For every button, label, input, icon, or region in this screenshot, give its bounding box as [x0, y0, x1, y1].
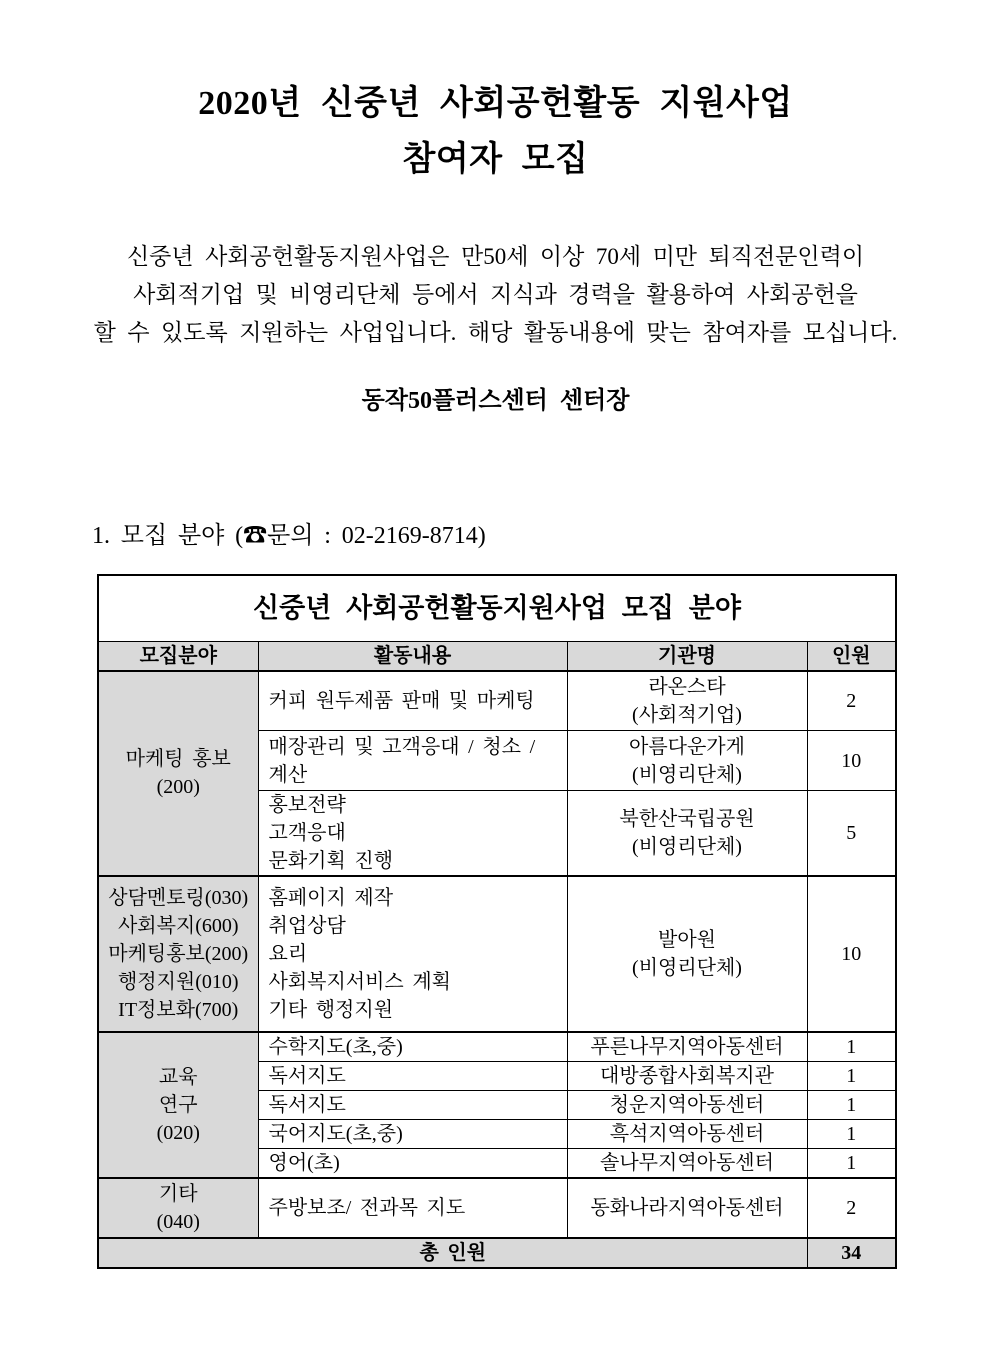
count-cell: 1	[807, 1091, 896, 1120]
org-cell: 솔나무지역아동센터	[567, 1149, 807, 1179]
recruit-table	[97, 574, 897, 1269]
org-cell: 북한산국립공원 (비영리단체)	[567, 791, 807, 877]
org-cell: 라온스타 (사회적기업)	[567, 671, 807, 731]
document-page	[0, 76, 991, 1351]
section-heading-suffix: 문의 : 02-2169-8714)	[267, 523, 486, 549]
activity-cell: 독서지도	[258, 1062, 567, 1091]
table-title-row	[98, 575, 896, 641]
col-header-activity: 활동내용	[258, 641, 567, 671]
table-total-row	[98, 1238, 896, 1268]
org-cell: 아름다운가게 (비영리단체)	[567, 731, 807, 791]
count-cell: 1	[807, 1032, 896, 1062]
table-row	[98, 1032, 896, 1062]
table-header-row	[98, 641, 896, 671]
signer-line: 동작50플러스센터 센터장	[361, 388, 630, 414]
activity-cell: 홈페이지 제작 취업상담 요리 사회복지서비스 계획 기타 행정지원	[258, 876, 567, 1032]
section-heading-prefix: 1. 모집 분야 (	[92, 523, 244, 549]
activity-cell: 홍보전략 고객응대 문화기획 진행	[258, 791, 567, 877]
count-cell: 10	[807, 731, 896, 791]
count-cell: 10	[807, 876, 896, 1032]
activity-cell: 주방보조/ 전과목 지도	[258, 1178, 567, 1238]
section-heading	[92, 515, 991, 550]
col-header-count: 인원	[807, 641, 896, 671]
table-row	[98, 1178, 896, 1238]
intro-paragraph: 신중년 사회공헌활동지원사업은 만50세 이상 70세 미만 퇴직전문인력이 사회적기업 및 비영리단체 등에서 지식과 경력을 활용하여 사회공헌을 할 수 있도록 지원하는 사업입니다. 해당 활동내용에 맞는 참여자를 모십니다.	[93, 244, 898, 345]
category-cell: 교육 연구 (020)	[98, 1032, 258, 1178]
activity-cell: 매장관리 및 고객응대 / 청소 / 계산	[258, 731, 567, 791]
doc-title	[0, 76, 991, 188]
activity-cell: 커피 원두제품 판매 및 마케팅	[258, 671, 567, 731]
table-row	[98, 671, 896, 731]
org-cell: 푸른나무지역아동센터	[567, 1032, 807, 1062]
count-cell: 1	[807, 1062, 896, 1091]
doc-title-line2: 참여자 모집	[402, 141, 589, 178]
doc-title-line1: 2020년 신중년 사회공헌활동 지원사업	[198, 85, 793, 122]
col-header-category: 모집분야	[98, 641, 258, 671]
org-cell: 흑석지역아동센터	[567, 1120, 807, 1149]
table-title: 신중년 사회공헌활동지원사업 모집 분야	[98, 575, 896, 641]
org-cell: 동화나라지역아동센터	[567, 1178, 807, 1238]
org-cell: 발아원 (비영리단체)	[567, 876, 807, 1032]
phone-icon: ☎	[243, 523, 268, 549]
activity-cell: 독서지도	[258, 1091, 567, 1120]
activity-cell: 수학지도(초,중)	[258, 1032, 567, 1062]
count-cell: 1	[807, 1149, 896, 1179]
table-row	[98, 876, 896, 1032]
org-cell: 청운지역아동센터	[567, 1091, 807, 1120]
category-cell: 기타 (040)	[98, 1178, 258, 1238]
total-value-cell: 34	[807, 1238, 896, 1268]
total-label-cell: 총 인원	[98, 1238, 807, 1268]
category-cell: 마케팅 홍보 (200)	[98, 671, 258, 877]
activity-cell: 국어지도(초,중)	[258, 1120, 567, 1149]
count-cell: 2	[807, 1178, 896, 1238]
category-cell: 상담멘토링(030) 사회복지(600) 마케팅홍보(200) 행정지원(010) IT정보화(700)	[98, 876, 258, 1032]
col-header-org: 기관명	[567, 641, 807, 671]
org-cell: 대방종합사회복지관	[567, 1062, 807, 1091]
activity-cell: 영어(초)	[258, 1149, 567, 1179]
count-cell: 2	[807, 671, 896, 731]
count-cell: 5	[807, 791, 896, 877]
count-cell: 1	[807, 1120, 896, 1149]
